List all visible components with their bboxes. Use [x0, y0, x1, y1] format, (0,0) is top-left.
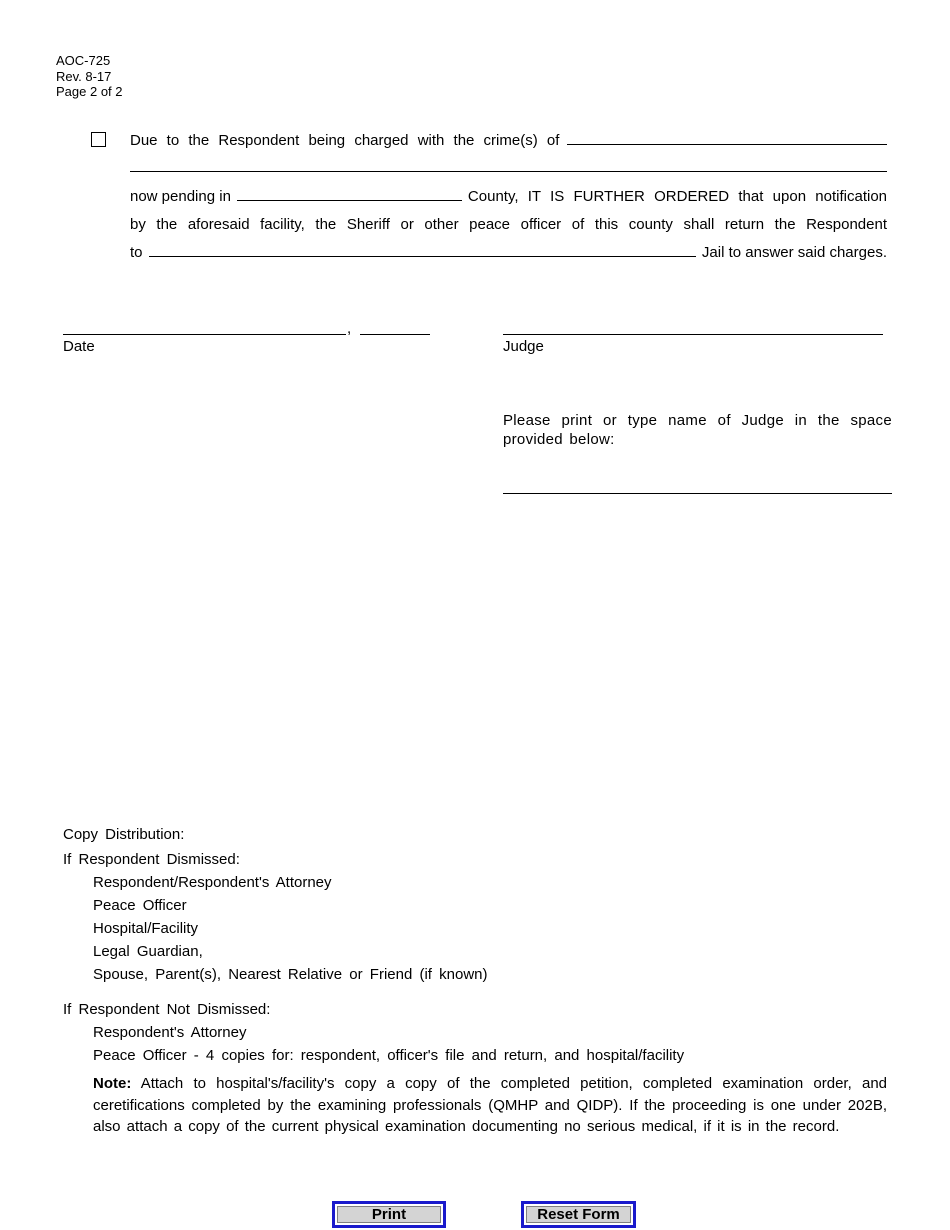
crimes-field-continued[interactable] — [130, 155, 887, 172]
date-comma: , — [347, 320, 352, 337]
distribution-note — [93, 1073, 887, 1138]
form-number: AOC-725 — [56, 53, 111, 68]
note-label: Note: — [93, 1075, 132, 1092]
copy-distribution — [63, 823, 684, 1067]
note-text: Attach to hospital's/facility's copy a copy of the completed petition, completed examination order, and ceretifications completed by the examining professionals (QMHP and QIDP). If the proceeding is one under 202B, also attach a copy of the current physical examination documenting no serious medical, if it is in the record. — [93, 1075, 887, 1136]
print-button[interactable]: Print — [332, 1201, 446, 1228]
judge-label: Judge — [503, 338, 544, 355]
list-item: Respondent/Respondent's Attorney — [93, 874, 332, 891]
list-item: Hospital/Facility — [93, 920, 199, 937]
list-item: Respondent's Attorney — [93, 1024, 247, 1041]
reset-form-button[interactable]: Reset Form — [521, 1201, 636, 1228]
order-line-3b: County, IT IS FURTHER ORDERED that upon notification — [467, 188, 887, 205]
pending-county-field[interactable] — [237, 184, 462, 201]
year-field[interactable] — [360, 334, 430, 335]
order-line-3a: now pending in — [130, 188, 231, 205]
order-line-4: by the aforesaid facility, the Sheriff or other peace officer of this county shall return the Respondent — [130, 216, 887, 233]
order-line-5a: to — [130, 244, 143, 261]
crimes-field[interactable] — [567, 128, 887, 145]
order-line-1: Due to the Respondent being charged with the crime(s) of — [130, 132, 560, 149]
page-number: Page 2 of 2 — [56, 84, 123, 99]
dismissed-heading: If Respondent Dismissed: — [63, 851, 240, 868]
form-header — [56, 53, 123, 100]
form-revision: Rev. 8-17 — [56, 68, 112, 84]
further-order-paragraph — [130, 127, 887, 267]
list-item: Spouse, Parent(s), Nearest Relative or Friend (if known) — [93, 966, 488, 983]
judge-print-instruction: Please print or type name of Judge in the space provided below: — [503, 412, 892, 448]
jail-county-field[interactable] — [149, 240, 696, 257]
list-item: Peace Officer - 4 copies for: respondent, officer's file and return, and hospital/facility — [93, 1047, 685, 1064]
judge-signature-field[interactable] — [503, 334, 883, 335]
distribution-title: Copy Distribution: — [63, 826, 185, 843]
not-dismissed-heading: If Respondent Not Dismissed: — [63, 1001, 271, 1018]
list-item: Peace Officer — [93, 897, 187, 914]
further-order-checkbox[interactable] — [91, 132, 106, 147]
date-field[interactable] — [63, 334, 346, 335]
order-line-5b: Jail to answer said charges. — [701, 244, 887, 261]
list-item: Legal Guardian, — [93, 943, 203, 960]
date-label: Date — [63, 338, 95, 355]
judge-printed-name-field[interactable] — [503, 493, 892, 494]
